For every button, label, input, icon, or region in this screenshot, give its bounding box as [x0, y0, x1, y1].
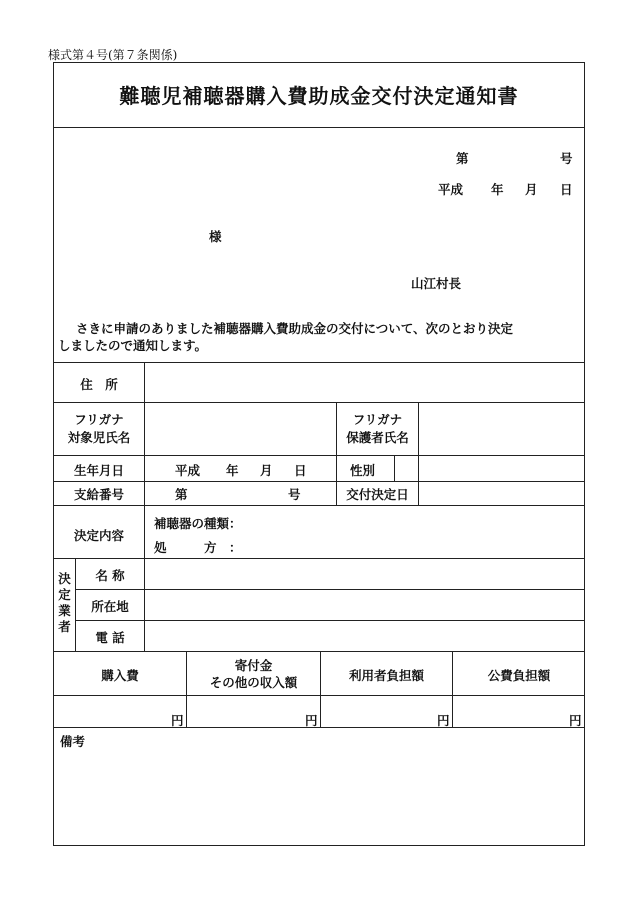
doc-number-suffix: 号 [560, 151, 573, 166]
donation-header [187, 657, 320, 691]
issue-date-month: 月 [525, 182, 538, 197]
decision-date-label: 交付決定日 [346, 487, 409, 502]
notice-line-2: しましたので通知します。 [58, 338, 208, 353]
purchase-cost-header: 購入費 [101, 668, 139, 683]
guardian-name-text: 保護者氏名 [346, 430, 409, 445]
row-divider [75, 620, 585, 621]
issue-date-era: 平成 [438, 182, 464, 197]
issue-date-day: 日 [560, 182, 573, 197]
hearing-aid-type-label: 補聴器の種類： [154, 516, 242, 531]
amount-column-divider [320, 651, 321, 727]
birthdate-day: 日 [294, 463, 307, 478]
row-divider [53, 402, 585, 403]
remarks-label: 備考 [60, 734, 86, 749]
gender-label: 性別 [350, 463, 376, 478]
row-divider [53, 481, 585, 482]
furigana-label: フリガナ [74, 412, 124, 427]
row-divider [53, 651, 585, 652]
birthdate-year: 年 [226, 463, 239, 478]
row-divider [53, 727, 585, 728]
payment-number-suffix: 号 [288, 487, 301, 502]
yen-unit: 円 [171, 713, 184, 728]
address-label: 住 所 [80, 377, 118, 392]
vendor-char: 業 [58, 603, 71, 618]
furigana-label: フリガナ [352, 412, 403, 427]
row-divider [53, 505, 585, 506]
column-divider [418, 402, 419, 505]
notice-line-1: さきに申請のありました補聴器購入費助成金の交付について、次のとおり決定 [76, 321, 514, 336]
yen-unit: 円 [569, 713, 582, 728]
birthdate-month: 月 [260, 463, 273, 478]
document-title: 難聴児補聴器購入費助成金交付決定通知書 [119, 84, 519, 108]
table-top-border [53, 362, 585, 363]
recipient-honorific: 様 [209, 229, 222, 244]
issue-date-year: 年 [491, 182, 504, 197]
title-divider [53, 127, 585, 128]
vendor-phone-label: 電 話 [95, 630, 125, 645]
child-name-label [54, 411, 144, 447]
form-frame [53, 62, 585, 846]
prescription-label: 処 方 ： [154, 540, 242, 555]
decision-content-label: 決定内容 [73, 528, 124, 543]
vendor-char: 決 [58, 571, 71, 586]
row-divider [53, 695, 585, 696]
vendor-char: 定 [58, 587, 71, 602]
notice-body [58, 320, 576, 354]
vendor-name-label: 名 称 [95, 568, 125, 583]
donation-header-line-1: 寄付金 [234, 658, 273, 673]
label-column-divider [144, 362, 145, 651]
yen-unit: 円 [437, 713, 450, 728]
row-divider [53, 455, 585, 456]
birthdate-era: 平成 [175, 463, 201, 478]
public-share-header: 公費負担額 [487, 668, 551, 683]
vendor-char: 者 [58, 619, 71, 634]
amount-column-divider [452, 651, 453, 727]
gender-divider [394, 455, 395, 481]
vendor-vertical-label [54, 571, 75, 635]
child-name-text: 対象児氏名 [67, 430, 131, 445]
guardian-name-label [337, 411, 418, 447]
issuer-name: 山江村長 [411, 276, 462, 291]
donation-header-line-2: その他の収入額 [209, 675, 298, 690]
form-number-label: 様式第４号(第７条関係) [48, 48, 178, 62]
row-divider [75, 589, 585, 590]
doc-number-prefix: 第 [456, 151, 469, 166]
user-share-header: 利用者負担額 [348, 668, 424, 683]
row-divider [53, 558, 585, 559]
payment-number-prefix: 第 [175, 487, 188, 502]
birthdate-label: 生年月日 [73, 463, 124, 478]
yen-unit: 円 [305, 713, 318, 728]
vendor-address-label: 所在地 [91, 599, 129, 614]
payment-number-label: 支給番号 [73, 487, 124, 502]
